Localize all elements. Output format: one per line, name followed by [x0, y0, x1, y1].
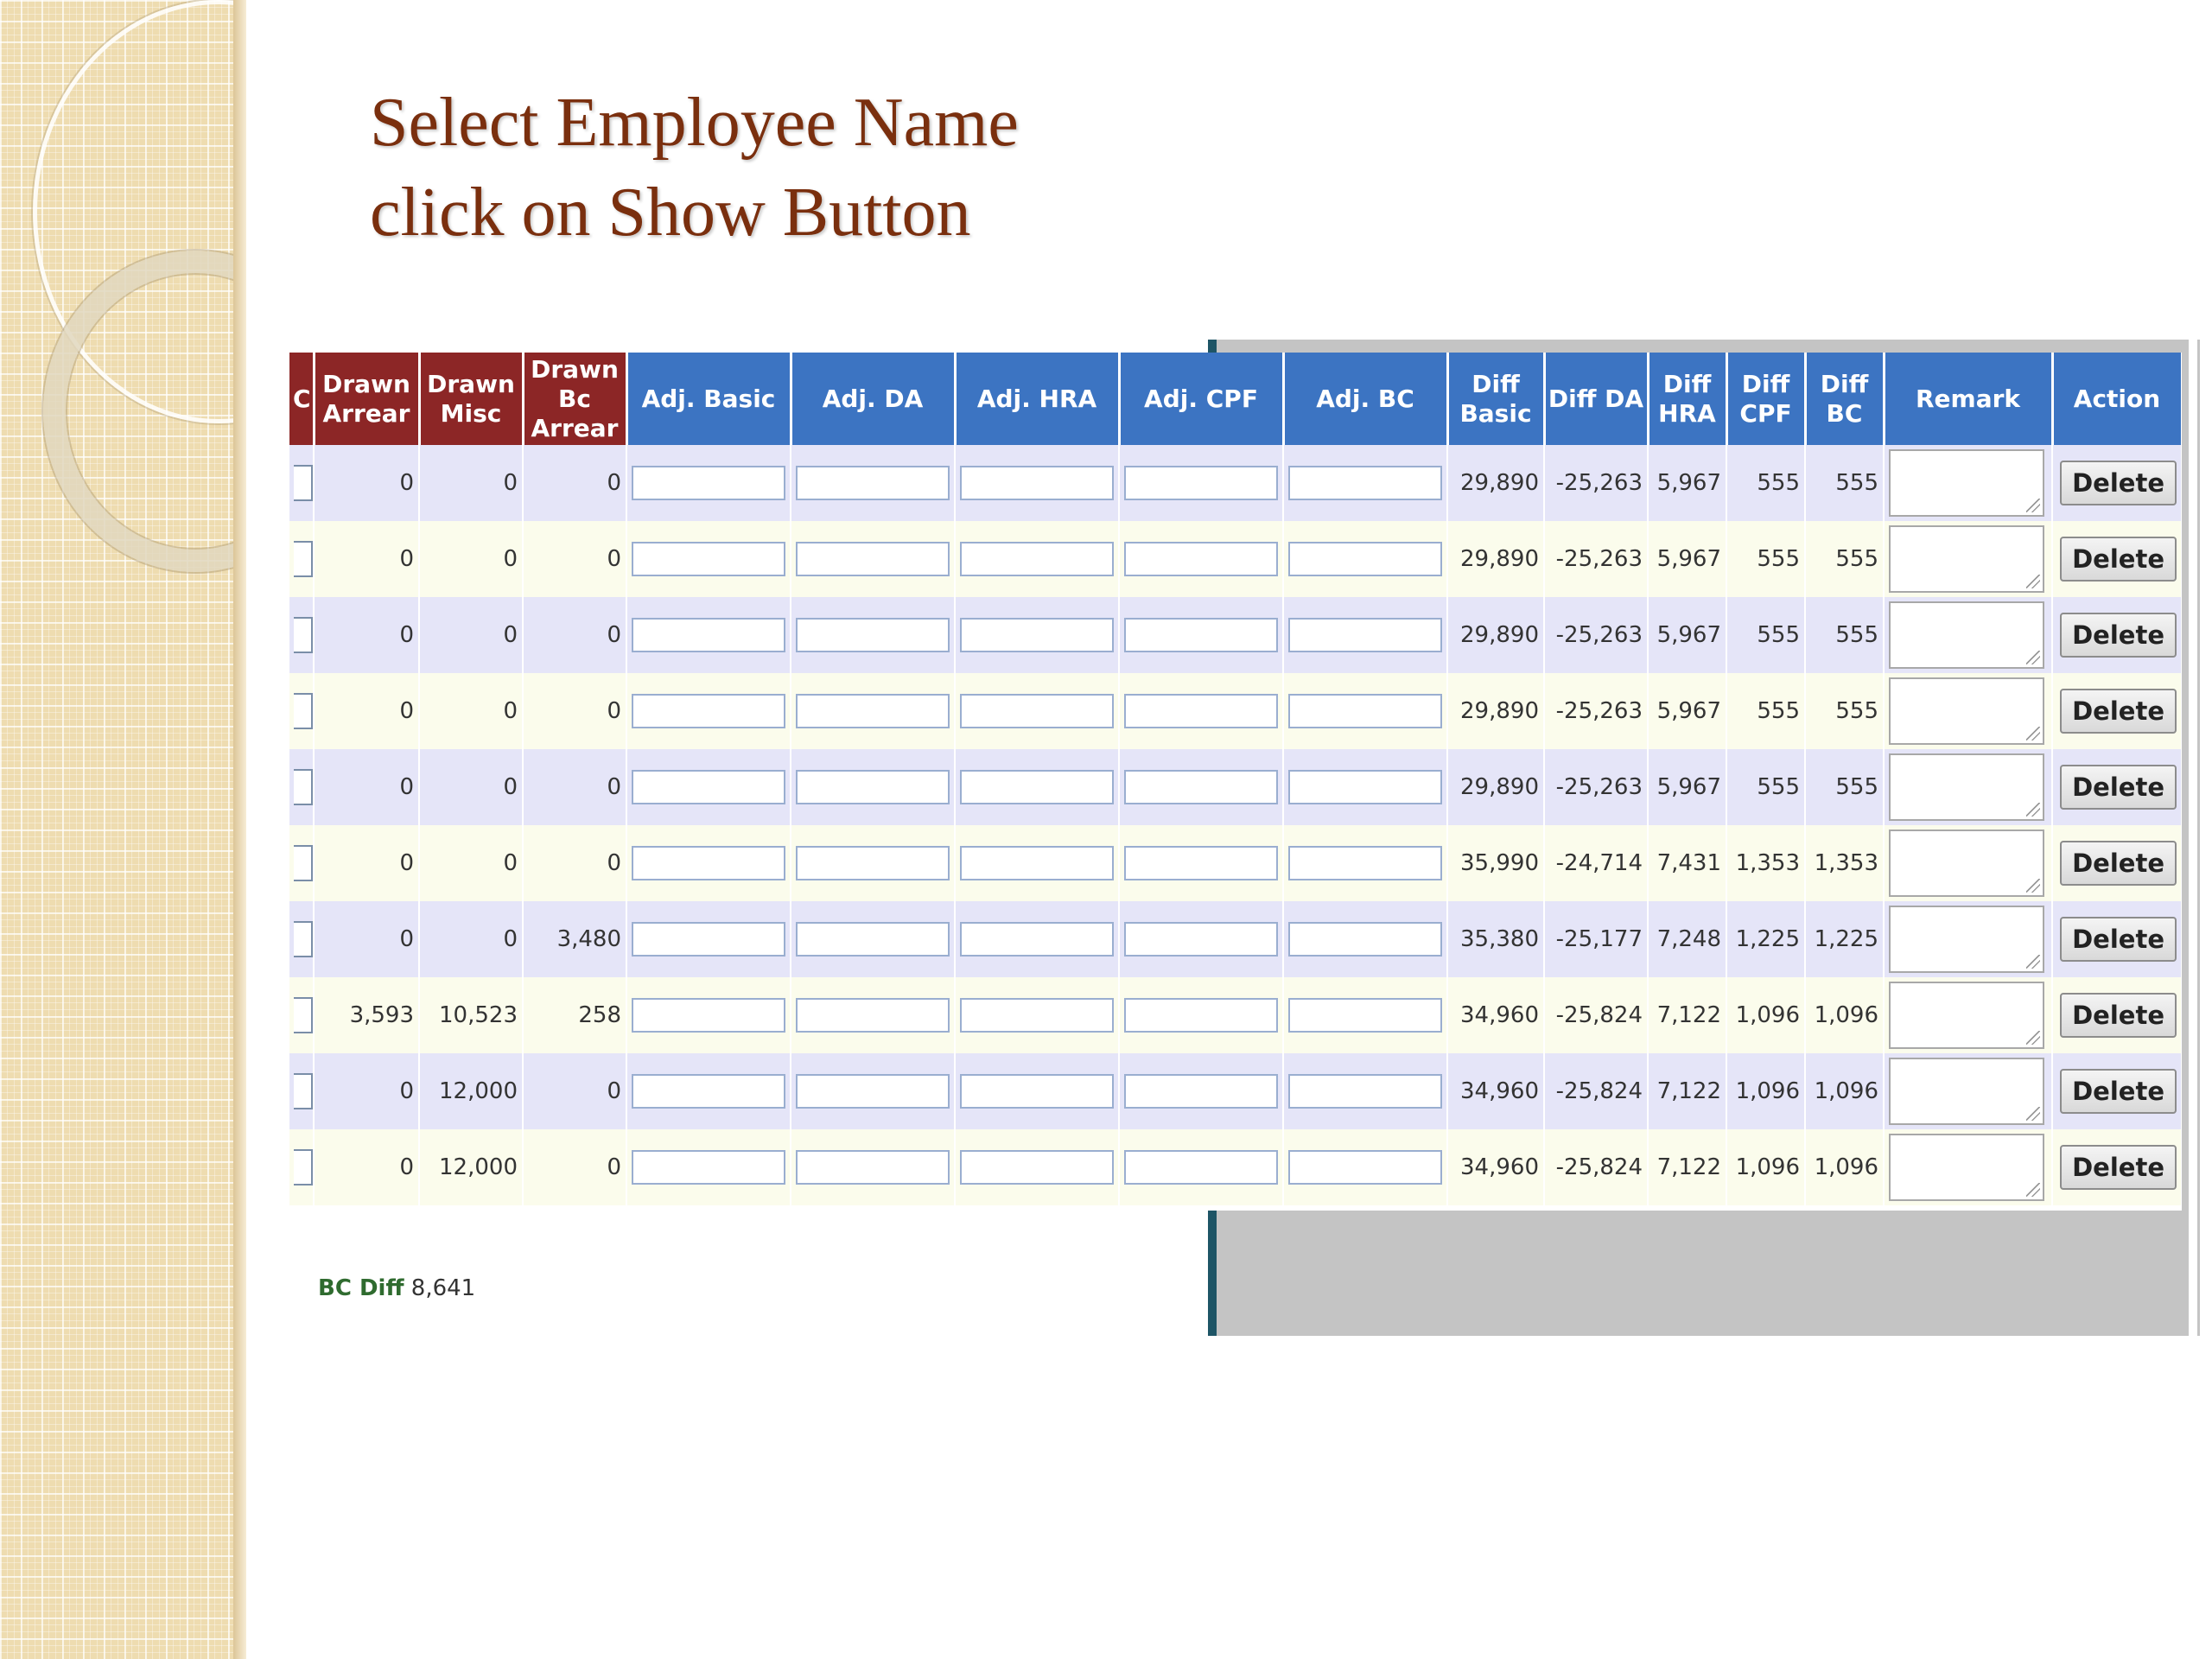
cell-drawn-arrear: 0: [314, 597, 419, 673]
row-select-cell: [289, 749, 314, 825]
adj-cpf-input[interactable]: [1124, 1074, 1278, 1109]
remark-textarea[interactable]: [1889, 677, 2044, 745]
cell-diff-cpf: 555: [1726, 749, 1805, 825]
cell-adj-da: [791, 1129, 955, 1205]
remark-textarea[interactable]: [1889, 753, 2044, 821]
cell-drawn-arrear: 3,593: [314, 977, 419, 1053]
table-row: [289, 445, 2182, 521]
delete-button[interactable]: Delete: [2060, 689, 2177, 734]
adj-hra-input[interactable]: [960, 618, 1114, 652]
row-select-cell: [289, 977, 314, 1053]
adj-da-input[interactable]: [796, 1150, 950, 1185]
cell-drawn-bc-arrear: 0: [523, 597, 626, 673]
adj-bc-input[interactable]: [1288, 694, 1442, 728]
cell-adj-bc: [1283, 1053, 1447, 1129]
delete-button[interactable]: Delete: [2060, 613, 2177, 658]
adj-basic-input[interactable]: [632, 618, 785, 652]
cell-adj-cpf: [1119, 749, 1283, 825]
delete-button[interactable]: Delete: [2060, 1069, 2177, 1114]
delete-button[interactable]: Delete: [2060, 917, 2177, 962]
resize-grip-icon[interactable]: [2026, 1183, 2040, 1197]
cell-adj-hra: [955, 977, 1119, 1053]
cell-adj-da: [791, 749, 955, 825]
remark-textarea[interactable]: [1889, 830, 2044, 897]
resize-grip-icon[interactable]: [2026, 1031, 2040, 1045]
cell-diff-basic: 34,960: [1447, 1053, 1544, 1129]
bc-diff-value: 8,641: [410, 1275, 476, 1301]
cell-adj-da: [791, 521, 955, 597]
cell-diff-hra: 5,967: [1648, 673, 1726, 749]
adj-basic-input[interactable]: [632, 1074, 785, 1109]
column-header-diff-bc: Diff BC: [1805, 353, 1884, 445]
cell-remark: [1884, 1053, 2052, 1129]
cell-diff-cpf: 555: [1726, 521, 1805, 597]
column-header-diff-cpf: Diff CPF: [1726, 353, 1805, 445]
cell-action: [2052, 749, 2182, 825]
cell-adj-hra: [955, 597, 1119, 673]
cell-drawn-misc: 12,000: [419, 1053, 523, 1129]
cell-diff-hra: 7,122: [1648, 977, 1726, 1053]
decorative-sidebar: [0, 0, 246, 1659]
cell-diff-basic: 29,890: [1447, 445, 1544, 521]
adj-da-input[interactable]: [796, 618, 950, 652]
cell-diff-da: -25,824: [1544, 977, 1648, 1053]
slide-title-line-2: click on Show Button: [370, 175, 971, 251]
column-header-adj-da: Adj. DA: [791, 353, 955, 445]
cell-drawn-arrear: 0: [314, 521, 419, 597]
column-header-adj-basic: Adj. Basic: [626, 353, 791, 445]
table-row: [289, 825, 2182, 901]
row-select-cell: [289, 445, 314, 521]
cell-drawn-misc: 0: [419, 521, 523, 597]
cell-remark: [1884, 901, 2052, 977]
column-header-diff-basic: Diff Basic: [1447, 353, 1544, 445]
remark-textarea[interactable]: [1889, 449, 2044, 517]
cell-action: [2052, 1129, 2182, 1205]
cell-adj-cpf: [1119, 1129, 1283, 1205]
cell-adj-basic: [626, 445, 791, 521]
table-header-row: [289, 353, 2182, 445]
cell-adj-cpf: [1119, 673, 1283, 749]
cell-drawn-bc-arrear: 0: [523, 749, 626, 825]
column-header-drawn-bc-arrear: Drawn Bc Arrear: [523, 353, 626, 445]
table-row: [289, 673, 2182, 749]
table-row: [289, 901, 2182, 977]
cell-adj-bc: [1283, 825, 1447, 901]
table-body: [289, 445, 2182, 1205]
cell-drawn-misc: 0: [419, 445, 523, 521]
salary-diff-table: [289, 353, 2182, 1205]
adj-basic-input[interactable]: [632, 466, 785, 500]
cell-adj-bc: [1283, 901, 1447, 977]
cell-diff-da: -25,177: [1544, 901, 1648, 977]
cell-drawn-misc: 0: [419, 825, 523, 901]
cell-diff-basic: 34,960: [1447, 1129, 1544, 1205]
cell-diff-basic: 35,380: [1447, 901, 1544, 977]
cell-diff-bc: 1,096: [1805, 1053, 1884, 1129]
adj-da-input[interactable]: [796, 542, 950, 576]
cell-diff-cpf: 555: [1726, 673, 1805, 749]
adj-hra-input[interactable]: [960, 694, 1114, 728]
cell-diff-hra: 7,122: [1648, 1053, 1726, 1129]
table-row: [289, 749, 2182, 825]
cell-drawn-arrear: 0: [314, 901, 419, 977]
cell-adj-bc: [1283, 597, 1447, 673]
row-select-checkbox[interactable]: [294, 769, 313, 805]
cell-adj-bc: [1283, 673, 1447, 749]
cell-adj-cpf: [1119, 1053, 1283, 1129]
cell-adj-cpf: [1119, 825, 1283, 901]
cell-diff-basic: 29,890: [1447, 597, 1544, 673]
cell-diff-bc: 1,096: [1805, 1129, 1884, 1205]
cell-adj-hra: [955, 521, 1119, 597]
adj-basic-input[interactable]: [632, 770, 785, 804]
adj-cpf-input[interactable]: [1124, 922, 1278, 957]
cell-adj-basic: [626, 521, 791, 597]
delete-button[interactable]: Delete: [2060, 1145, 2177, 1190]
cell-drawn-bc-arrear: 0: [523, 445, 626, 521]
adj-cpf-input[interactable]: [1124, 846, 1278, 880]
table-row: [289, 521, 2182, 597]
row-select-checkbox[interactable]: [294, 1073, 313, 1109]
cell-drawn-arrear: 0: [314, 445, 419, 521]
column-header-adj-cpf: Adj. CPF: [1119, 353, 1283, 445]
adj-basic-input[interactable]: [632, 694, 785, 728]
cell-diff-bc: 555: [1805, 521, 1884, 597]
cell-drawn-misc: 0: [419, 749, 523, 825]
cell-adj-basic: [626, 597, 791, 673]
cell-diff-da: -25,824: [1544, 1129, 1648, 1205]
cell-diff-cpf: 555: [1726, 597, 1805, 673]
adj-cpf-input[interactable]: [1124, 466, 1278, 500]
cell-remark: [1884, 977, 2052, 1053]
cell-adj-bc: [1283, 1129, 1447, 1205]
adj-hra-input[interactable]: [960, 1150, 1114, 1185]
cell-remark: [1884, 673, 2052, 749]
cell-action: [2052, 445, 2182, 521]
row-select-cell: [289, 901, 314, 977]
row-select-checkbox[interactable]: [294, 997, 313, 1033]
table-row: [289, 597, 2182, 673]
row-select-checkbox[interactable]: [294, 845, 313, 881]
cell-drawn-arrear: 0: [314, 825, 419, 901]
column-header-cut: C: [289, 353, 314, 445]
cell-drawn-misc: 0: [419, 673, 523, 749]
cell-diff-hra: 7,122: [1648, 1129, 1726, 1205]
adj-bc-input[interactable]: [1288, 1150, 1442, 1185]
cell-drawn-bc-arrear: 0: [523, 1053, 626, 1129]
adj-basic-input[interactable]: [632, 846, 785, 880]
adj-cpf-input[interactable]: [1124, 770, 1278, 804]
cell-diff-bc: 555: [1805, 673, 1884, 749]
cell-drawn-bc-arrear: 0: [523, 521, 626, 597]
cell-drawn-arrear: 0: [314, 749, 419, 825]
bc-diff-label: BC Diff: [318, 1275, 404, 1301]
cell-diff-cpf: 1,096: [1726, 1129, 1805, 1205]
cell-action: [2052, 1053, 2182, 1129]
row-select-checkbox[interactable]: [294, 693, 313, 729]
cell-drawn-bc-arrear: 0: [523, 1129, 626, 1205]
column-header-diff-da: Diff DA: [1544, 353, 1648, 445]
cell-adj-basic: [626, 901, 791, 977]
adj-basic-input[interactable]: [632, 922, 785, 957]
delete-button[interactable]: Delete: [2060, 841, 2177, 886]
adj-bc-input[interactable]: [1288, 1074, 1442, 1109]
table-row: [289, 1053, 2182, 1129]
row-select-cell: [289, 521, 314, 597]
cell-diff-bc: 555: [1805, 445, 1884, 521]
resize-grip-icon[interactable]: [2026, 803, 2040, 817]
cell-diff-cpf: 1,225: [1726, 901, 1805, 977]
row-select-checkbox[interactable]: [294, 465, 313, 501]
adj-basic-input[interactable]: [632, 1150, 785, 1185]
column-header-diff-hra: Diff HRA: [1648, 353, 1726, 445]
row-select-cell: [289, 825, 314, 901]
cell-diff-hra: 5,967: [1648, 597, 1726, 673]
resize-grip-icon[interactable]: [2026, 651, 2040, 664]
adj-da-input[interactable]: [796, 846, 950, 880]
row-select-cell: [289, 1129, 314, 1205]
cell-diff-hra: 7,431: [1648, 825, 1726, 901]
column-header-remark: Remark: [1884, 353, 2052, 445]
cell-diff-da: -25,263: [1544, 445, 1648, 521]
cell-adj-basic: [626, 1053, 791, 1129]
cell-action: [2052, 977, 2182, 1053]
cell-adj-bc: [1283, 977, 1447, 1053]
adj-hra-input[interactable]: [960, 542, 1114, 576]
cell-adj-bc: [1283, 749, 1447, 825]
remark-textarea[interactable]: [1889, 906, 2044, 973]
resize-grip-icon[interactable]: [2026, 727, 2040, 741]
cell-remark: [1884, 597, 2052, 673]
cell-adj-bc: [1283, 445, 1447, 521]
column-header-adj-hra: Adj. HRA: [955, 353, 1119, 445]
decorative-sidebar-edge: [233, 0, 246, 1659]
adj-da-input[interactable]: [796, 922, 950, 957]
cell-diff-cpf: 1,096: [1726, 977, 1805, 1053]
remark-textarea[interactable]: [1889, 982, 2044, 1049]
cell-diff-da: -25,263: [1544, 597, 1648, 673]
resize-grip-icon[interactable]: [2026, 1107, 2040, 1121]
cell-diff-basic: 29,890: [1447, 521, 1544, 597]
cell-adj-hra: [955, 673, 1119, 749]
adj-bc-input[interactable]: [1288, 618, 1442, 652]
cell-action: [2052, 901, 2182, 977]
row-select-cell: [289, 673, 314, 749]
cell-diff-basic: 34,960: [1447, 977, 1544, 1053]
row-select-checkbox[interactable]: [294, 541, 313, 577]
cell-diff-hra: 5,967: [1648, 749, 1726, 825]
cell-adj-hra: [955, 445, 1119, 521]
adj-cpf-input[interactable]: [1124, 694, 1278, 728]
adj-hra-input[interactable]: [960, 998, 1114, 1033]
slide-title-line-1: Select Employee Name: [370, 85, 1019, 161]
cell-diff-cpf: 1,096: [1726, 1053, 1805, 1129]
row-select-cell: [289, 1053, 314, 1129]
cell-diff-hra: 5,967: [1648, 445, 1726, 521]
resize-grip-icon[interactable]: [2026, 955, 2040, 969]
adj-da-input[interactable]: [796, 998, 950, 1033]
remark-textarea[interactable]: [1889, 601, 2044, 669]
delete-button[interactable]: Delete: [2060, 461, 2177, 505]
cell-drawn-bc-arrear: 258: [523, 977, 626, 1053]
cell-drawn-bc-arrear: 0: [523, 825, 626, 901]
adj-cpf-input[interactable]: [1124, 998, 1278, 1033]
cell-remark: [1884, 825, 2052, 901]
cell-diff-da: -25,263: [1544, 673, 1648, 749]
adj-basic-input[interactable]: [632, 998, 785, 1033]
cell-drawn-bc-arrear: 3,480: [523, 901, 626, 977]
adj-da-input[interactable]: [796, 694, 950, 728]
cell-adj-da: [791, 597, 955, 673]
cell-drawn-misc: 12,000: [419, 1129, 523, 1205]
adj-hra-input[interactable]: [960, 770, 1114, 804]
table-row: [289, 1129, 2182, 1205]
column-header-adj-bc: Adj. BC: [1283, 353, 1447, 445]
cell-drawn-bc-arrear: 0: [523, 673, 626, 749]
cell-adj-da: [791, 673, 955, 749]
cell-diff-bc: 555: [1805, 597, 1884, 673]
cell-remark: [1884, 445, 2052, 521]
cell-drawn-arrear: 0: [314, 1129, 419, 1205]
cell-adj-da: [791, 825, 955, 901]
cell-remark: [1884, 1129, 2052, 1205]
cell-diff-da: -24,714: [1544, 825, 1648, 901]
cell-adj-basic: [626, 1129, 791, 1205]
cell-adj-cpf: [1119, 521, 1283, 597]
resize-grip-icon[interactable]: [2026, 575, 2040, 588]
cell-action: [2052, 825, 2182, 901]
cell-action: [2052, 673, 2182, 749]
cell-diff-da: -25,824: [1544, 1053, 1648, 1129]
row-select-checkbox[interactable]: [294, 1149, 313, 1185]
cell-diff-da: -25,263: [1544, 521, 1648, 597]
cell-adj-bc: [1283, 521, 1447, 597]
column-header-drawn-misc: Drawn Misc: [419, 353, 523, 445]
row-select-checkbox[interactable]: [294, 617, 313, 653]
cell-diff-bc: 1,353: [1805, 825, 1884, 901]
cell-adj-da: [791, 901, 955, 977]
adj-da-input[interactable]: [796, 770, 950, 804]
cell-action: [2052, 597, 2182, 673]
cell-adj-hra: [955, 749, 1119, 825]
cell-diff-bc: 1,096: [1805, 977, 1884, 1053]
cell-drawn-arrear: 0: [314, 1053, 419, 1129]
adj-da-input[interactable]: [796, 1074, 950, 1109]
delete-button[interactable]: Delete: [2060, 993, 2177, 1038]
adj-da-input[interactable]: [796, 466, 950, 500]
salary-diff-table-container: [289, 353, 2182, 1211]
adj-cpf-input[interactable]: [1124, 618, 1278, 652]
cell-drawn-arrear: 0: [314, 673, 419, 749]
cell-diff-cpf: 555: [1726, 445, 1805, 521]
cell-adj-hra: [955, 825, 1119, 901]
cell-diff-bc: 555: [1805, 749, 1884, 825]
cell-remark: [1884, 749, 2052, 825]
cell-action: [2052, 521, 2182, 597]
adj-basic-input[interactable]: [632, 542, 785, 576]
cell-adj-hra: [955, 1129, 1119, 1205]
bc-diff-total: [318, 1275, 475, 1301]
cell-adj-da: [791, 445, 955, 521]
row-select-checkbox[interactable]: [294, 921, 313, 957]
cell-diff-basic: 29,890: [1447, 749, 1544, 825]
cell-adj-hra: [955, 1053, 1119, 1129]
cell-drawn-misc: 0: [419, 901, 523, 977]
cell-adj-da: [791, 977, 955, 1053]
delete-button[interactable]: Delete: [2060, 765, 2177, 810]
cell-diff-hra: 5,967: [1648, 521, 1726, 597]
adj-bc-input[interactable]: [1288, 998, 1442, 1033]
resize-grip-icon[interactable]: [2026, 499, 2040, 512]
cell-drawn-misc: 10,523: [419, 977, 523, 1053]
cell-adj-cpf: [1119, 597, 1283, 673]
cell-diff-da: -25,263: [1544, 749, 1648, 825]
cell-diff-bc: 1,225: [1805, 901, 1884, 977]
slide-title: [370, 78, 1019, 257]
cell-adj-basic: [626, 977, 791, 1053]
table-row: [289, 977, 2182, 1053]
cell-adj-da: [791, 1053, 955, 1129]
adj-bc-input[interactable]: [1288, 542, 1442, 576]
cell-adj-basic: [626, 825, 791, 901]
cell-remark: [1884, 521, 2052, 597]
adj-bc-input[interactable]: [1288, 922, 1442, 957]
cell-adj-cpf: [1119, 901, 1283, 977]
remark-textarea[interactable]: [1889, 525, 2044, 593]
cell-drawn-misc: 0: [419, 597, 523, 673]
adj-bc-input[interactable]: [1288, 770, 1442, 804]
adj-hra-input[interactable]: [960, 1074, 1114, 1109]
cell-adj-basic: [626, 749, 791, 825]
remark-textarea[interactable]: [1889, 1134, 2044, 1201]
cell-diff-basic: 35,990: [1447, 825, 1544, 901]
cell-diff-cpf: 1,353: [1726, 825, 1805, 901]
cell-adj-hra: [955, 901, 1119, 977]
adj-hra-input[interactable]: [960, 846, 1114, 880]
cell-diff-hra: 7,248: [1648, 901, 1726, 977]
resize-grip-icon[interactable]: [2026, 879, 2040, 893]
cell-diff-basic: 29,890: [1447, 673, 1544, 749]
row-select-cell: [289, 597, 314, 673]
cell-adj-cpf: [1119, 445, 1283, 521]
column-header-action: Action: [2052, 353, 2182, 445]
adj-cpf-input[interactable]: [1124, 1150, 1278, 1185]
adj-bc-input[interactable]: [1288, 846, 1442, 880]
adj-cpf-input[interactable]: [1124, 542, 1278, 576]
adj-hra-input[interactable]: [960, 466, 1114, 500]
cell-adj-cpf: [1119, 977, 1283, 1053]
cell-adj-basic: [626, 673, 791, 749]
delete-button[interactable]: Delete: [2060, 537, 2177, 582]
column-header-drawn-arrear: Drawn Arrear: [314, 353, 419, 445]
adj-hra-input[interactable]: [960, 922, 1114, 957]
remark-textarea[interactable]: [1889, 1058, 2044, 1125]
adj-bc-input[interactable]: [1288, 466, 1442, 500]
window-separator: [2189, 340, 2197, 1336]
